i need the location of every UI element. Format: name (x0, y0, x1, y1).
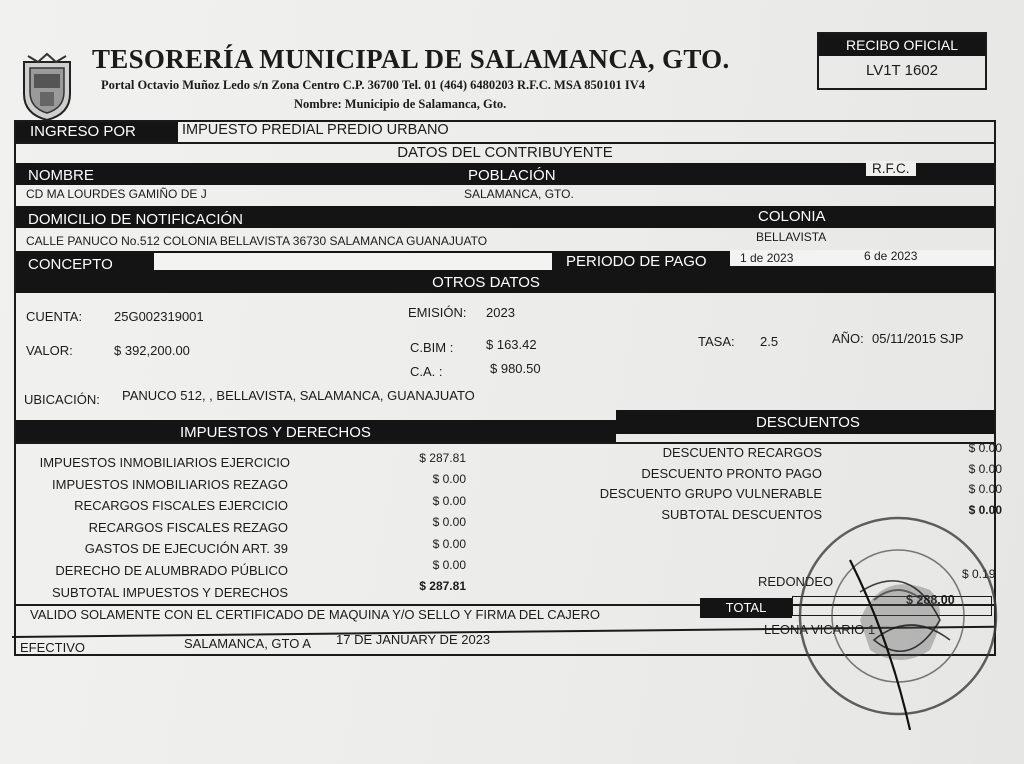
account-value: 25G002319001 (114, 309, 204, 324)
tax-item-amount: $ 0.00 (432, 515, 466, 530)
rounding-label: REDONDEO (758, 574, 834, 589)
other-data-title: OTROS DATOS (432, 274, 540, 291)
discounts-header-bar (616, 410, 994, 434)
income-label-bar (16, 122, 178, 142)
location-value: PANUCO 512, , BELLAVISTA, SALAMANCA, GUANAJUATO (122, 388, 475, 403)
tax-item-amount: $ 0.00 (432, 536, 466, 551)
rate-label: TASA: (698, 334, 735, 349)
payment-period-label: PERIODO DE PAGO (566, 253, 707, 270)
concept-value-field (154, 253, 552, 270)
tax-item-label: RECARGOS FISCALES REZAGO (88, 519, 288, 535)
tax-item-amount: $ 0.00 (432, 493, 466, 508)
year-value: 05/11/2015 SJP (872, 331, 964, 346)
cashier-name: LEONA VICARIO 1 (764, 622, 876, 637)
income-value: IMPUESTO PREDIAL PREDIO URBANO (182, 122, 449, 138)
period-start: 1 de 2023 (740, 251, 794, 265)
total-label: TOTAL (700, 598, 792, 618)
tax-item-label: SUBTOTAL IMPUESTOS Y DERECHOS (52, 584, 288, 600)
other-data-bar (16, 273, 994, 293)
income-label: INGRESO POR (30, 123, 136, 140)
taxpayer-address: CALLE PANUCO No.512 COLONIA BELLAVISTA 36730 SALAMANCA GUANAJUATO (26, 234, 488, 248)
ca-label: C.A. : (410, 364, 443, 379)
rounding-value: $ 0.19 (962, 567, 996, 581)
treasury-title: TESORERÍA MUNICIPAL DE SALAMANCA, GTO. (92, 44, 730, 74)
treasury-address: Portal Octavio Muñoz Ledo s/n Zona Centro C.P. 36700 Tel. 01 (464) 6480203 R.F.C. MSA 850101 IV4 (101, 78, 646, 92)
discount-item-amount: $ 0.00 (968, 502, 1002, 517)
ca-value: $ 980.50 (490, 361, 541, 376)
discount-item-label: DESCUENTO PRONTO PAGO (641, 465, 822, 481)
discount-item-label: DESCUENTO GRUPO VULNERABLE (599, 486, 822, 502)
receipt-number: LV1T 1602 (865, 62, 938, 79)
taxes-header-bar (16, 420, 616, 442)
tax-item-label: IMPUESTOS INMOBILIARIOS REZAGO (52, 476, 288, 492)
taxpayer-name: CD MA LOURDES GAMIÑO DE J (26, 187, 207, 201)
emission-label: EMISIÓN: (408, 305, 467, 320)
taxpayer-population: SALAMANCA, GTO. (464, 187, 574, 201)
year-label: AÑO: (832, 331, 864, 346)
tax-item-label: DERECHO DE ALUMBRADO PÚBLICO (55, 563, 288, 578)
cbim-value: $ 163.42 (486, 337, 537, 352)
value-amount: $ 392,200.00 (114, 343, 190, 358)
taxes-header: IMPUESTOS Y DERECHOS (180, 424, 371, 441)
tax-item-amount: $ 287.81 (419, 451, 466, 465)
rfc-header: R.F.C. (866, 161, 916, 176)
value-label: VALOR: (26, 343, 73, 358)
colony-header: COLONIA (758, 208, 826, 225)
tax-item-amount: $ 0.00 (432, 472, 466, 487)
address-header-bar (16, 206, 994, 228)
population-header: POBLACIÓN (468, 167, 556, 184)
discount-item-amount: $ 0.00 (968, 482, 1002, 497)
tax-item-label: GASTOS DE EJECUCIÓN ART. 39 (84, 541, 288, 557)
taxpayer-header-bar (16, 163, 994, 185)
rate-value: 2.5 (760, 334, 779, 349)
treasury-seal-stamp-icon (790, 500, 1000, 730)
discount-item-amount: $ 0.00 (968, 461, 1002, 476)
place-date-prefix: SALAMANCA, GTO A (184, 636, 311, 651)
discounts-header: DESCUENTOS (756, 414, 860, 431)
treasury-name: Nombre: Municipio de Salamanca, Gto. (294, 97, 507, 111)
discount-item-amount: $ 0.00 (968, 441, 1002, 455)
tax-item-amount: $ 0.00 (432, 558, 466, 572)
tax-item-amount: $ 287.81 (419, 579, 466, 594)
municipal-coat-of-arms-icon (18, 52, 76, 122)
taxpayer-section-title: DATOS DEL CONTRIBUYENTE (397, 144, 613, 161)
location-label: UBICACIÓN: (24, 392, 100, 407)
validity-note: VALIDO SOLAMENTE CON EL CERTIFICADO DE MAQUINA Y/O SELLO Y FIRMA DEL CAJERO (30, 607, 600, 622)
tax-item-label: RECARGOS FISCALES EJERCICIO (74, 498, 288, 514)
payment-method: EFECTIVO (20, 640, 86, 655)
taxpayer-colony: BELLAVISTA (756, 230, 827, 244)
address-header: DOMICILIO DE NOTIFICACIÓN (28, 211, 244, 228)
discount-item-label: SUBTOTAL DESCUENTOS (661, 506, 822, 522)
cbim-label: C.BIM : (410, 340, 454, 355)
total-value: $ 288.00 (906, 593, 955, 607)
official-receipt-label: RECIBO OFICIAL (819, 34, 985, 56)
discount-item-label: DESCUENTO RECARGOS (662, 445, 822, 460)
period-end: 6 de 2023 (864, 249, 918, 263)
issue-date: 17 DE JANUARY DE 2023 (336, 632, 491, 647)
name-header: NOMBRE (28, 167, 94, 184)
account-label: CUENTA: (26, 309, 83, 324)
emission-value: 2023 (486, 305, 515, 320)
tax-item-label: IMPUESTOS INMOBILIARIOS EJERCICIO (39, 455, 290, 470)
concept-label: CONCEPTO (28, 256, 113, 273)
